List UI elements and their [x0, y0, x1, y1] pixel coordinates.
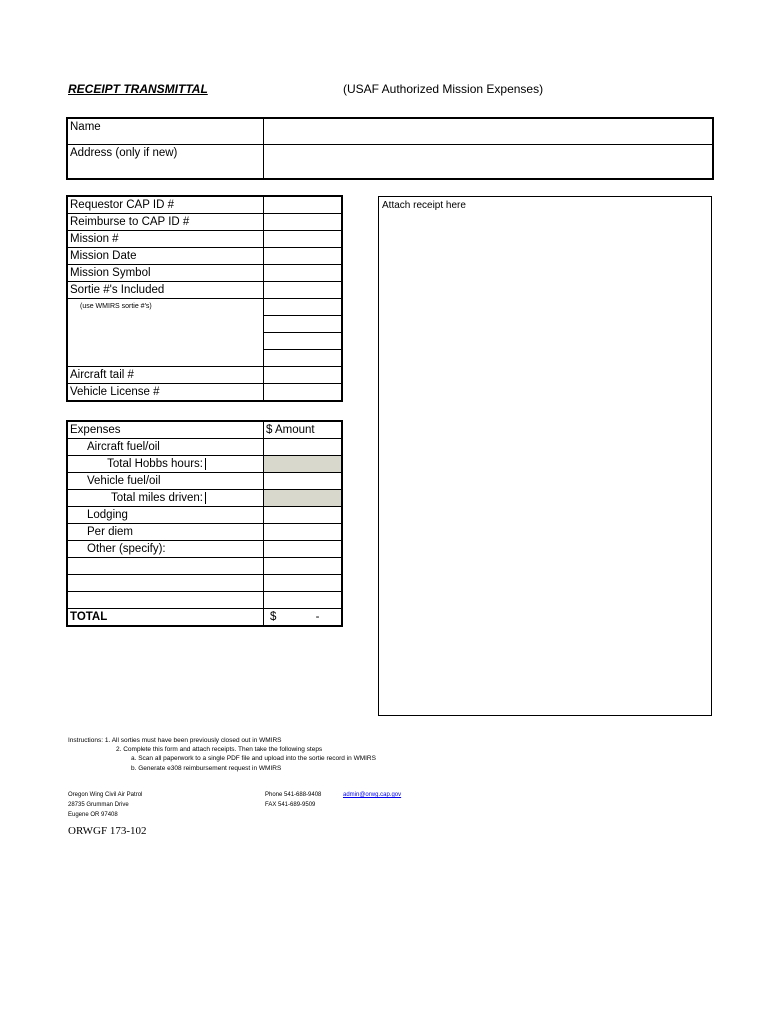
- other-label: Other (specify):: [68, 541, 264, 558]
- hobbs-amount-shaded: [264, 456, 342, 473]
- footer-email-link[interactable]: admin@orwg.cap.gov: [343, 792, 402, 798]
- other-spec-field-3[interactable]: [68, 575, 264, 592]
- other-field-4[interactable]: [264, 592, 342, 609]
- sortie-field-3[interactable]: [264, 316, 342, 333]
- reimburse-cap-id-field[interactable]: [264, 214, 342, 231]
- sortie-field-2[interactable]: [264, 299, 342, 316]
- name-field[interactable]: [264, 119, 713, 145]
- reimburse-cap-id-label: Reimburse to CAP ID #: [68, 214, 264, 231]
- other-spec-field-2[interactable]: [68, 558, 264, 575]
- other-spec-field-4[interactable]: [68, 592, 264, 609]
- attach-receipt-box[interactable]: [378, 196, 712, 716]
- requestor-cap-id-label: Requestor CAP ID #: [68, 197, 264, 214]
- footer-phone: Phone 541-688-9408: [265, 792, 322, 798]
- mission-number-label: Mission #: [68, 231, 264, 248]
- sortie-field-4[interactable]: [264, 333, 342, 350]
- footer-city: Eugene OR 97408: [68, 812, 118, 818]
- form-subtitle: (USAF Authorized Mission Expenses): [343, 82, 544, 96]
- per-diem-field[interactable]: [264, 524, 342, 541]
- footer-fax: FAX 541-689-9509: [265, 802, 316, 808]
- per-diem-label: Per diem: [68, 524, 264, 541]
- other-field-1[interactable]: [264, 541, 342, 558]
- aircraft-fuel-field[interactable]: [264, 439, 342, 456]
- total-value: -: [315, 611, 320, 623]
- form-title: RECEIPT TRANSMITTAL: [68, 82, 208, 96]
- instructions-line-4: b. Generate e308 reimbursement request in WMIRS: [131, 765, 282, 772]
- vehicle-fuel-label: Vehicle fuel/oil: [68, 473, 264, 490]
- address-field[interactable]: [264, 145, 713, 179]
- miles-field[interactable]: [206, 492, 263, 504]
- aircraft-fuel-label: Aircraft fuel/oil: [68, 439, 264, 456]
- mission-symbol-field[interactable]: [264, 265, 342, 282]
- vehicle-fuel-field[interactable]: [264, 473, 342, 490]
- total-label: TOTAL: [68, 609, 264, 626]
- aircraft-tail-field[interactable]: [264, 367, 342, 384]
- instructions-line-3: a. Scan all paperwork to a single PDF file and upload into the sortie record in WMIRS: [131, 755, 376, 762]
- hobbs-label: Total Hobbs hours:: [68, 458, 206, 470]
- amount-header: $ Amount: [264, 422, 342, 439]
- lodging-field[interactable]: [264, 507, 342, 524]
- instructions-line-1: Instructions: 1. All sorties must have been previously closed out in WMIRS: [68, 737, 282, 744]
- total-currency: $: [270, 611, 277, 623]
- vehicle-license-label: Vehicle License #: [68, 384, 264, 401]
- requestor-cap-id-field[interactable]: [264, 197, 342, 214]
- hobbs-field[interactable]: [206, 458, 263, 470]
- address-label: Address (only if new): [68, 145, 264, 179]
- mission-number-field[interactable]: [264, 231, 342, 248]
- form-number: ORWGF 173-102: [68, 825, 147, 837]
- sortie-field-5[interactable]: [264, 350, 342, 367]
- name-address-table: [67, 118, 713, 179]
- sorties-note-cell: [68, 299, 264, 367]
- sorties-note: (use WMIRS sortie #'s): [80, 303, 152, 310]
- mission-info-table: [67, 196, 342, 401]
- sortie-field-1[interactable]: [264, 282, 342, 299]
- footer-org: Oregon Wing Civil Air Patrol: [68, 792, 143, 798]
- expenses-table: [67, 421, 342, 626]
- instructions-line-2: 2. Complete this form and attach receipts. Then take the following steps: [116, 746, 323, 753]
- expenses-header: Expenses: [68, 422, 264, 439]
- miles-label: Total miles driven:: [68, 492, 206, 504]
- footer-street: 28735 Grumman Drive: [68, 802, 129, 808]
- attach-receipt-label: Attach receipt here: [382, 200, 466, 211]
- vehicle-license-field[interactable]: [264, 384, 342, 401]
- other-field-2[interactable]: [264, 558, 342, 575]
- other-field-3[interactable]: [264, 575, 342, 592]
- mission-date-label: Mission Date: [68, 248, 264, 265]
- miles-amount-shaded: [264, 490, 342, 507]
- mission-symbol-label: Mission Symbol: [68, 265, 264, 282]
- sorties-label: Sortie #'s Included: [68, 282, 264, 299]
- total-amount: [264, 609, 342, 626]
- aircraft-tail-label: Aircraft tail #: [68, 367, 264, 384]
- name-label: Name: [68, 119, 264, 145]
- lodging-label: Lodging: [68, 507, 264, 524]
- mission-date-field[interactable]: [264, 248, 342, 265]
